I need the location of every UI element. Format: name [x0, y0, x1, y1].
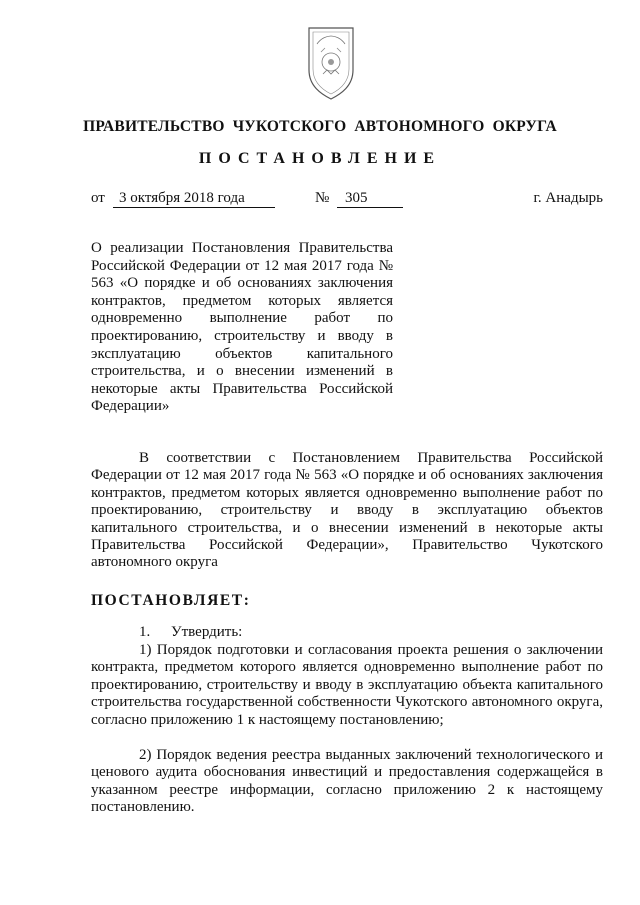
document-city: г. Анадырь — [533, 190, 603, 206]
document-meta-row — [91, 190, 603, 212]
clause-label: Утвердить: — [171, 624, 243, 640]
preamble-paragraph: В соответствии с Постановлением Правительства Российской Федерации от 12 мая 2017 года № 563 «О порядке и об основаниях заключения контрактов, предметом которых является одновременно выполнение работ по проектированию, строительству и вводу в эксплуатацию объектов капитального строительства, и о внесении изменений в некоторые акты Правительства Российской Федерации», Правительство Чукотского автономного округа — [91, 450, 603, 571]
number-sign: № — [315, 190, 330, 206]
coat-of-arms-emblem — [303, 22, 359, 102]
date-prefix: от — [91, 190, 105, 206]
document-type: ПОСТАНОВЛЕНИЕ — [198, 150, 442, 167]
document-subject: О реализации Постановления Правительства Российской Федерации от 12 мая 2017 года № 563 «О порядке и об основаниях заключения контрактов, предметом которых является одновременно выполнение работ по проектированию, строительству и вводу в эксплуатацию объектов капитального строительства, и о внесении изменений в некоторые акты Правительства Российской Федерации» — [91, 240, 393, 415]
document-date: 3 октября 2018 года — [113, 190, 275, 208]
document-number: 305 — [337, 190, 403, 208]
approve-clause — [139, 624, 242, 641]
item-1-paragraph: 1) Порядок подготовки и согласования проекта решения о заключении контракта, предметом которого является одновременно выполнение работ по проектированию, строительству и вводу в эксплуатацию объекта капитального строительства государственной собственности Чукотского автономного округа, согласно приложению 1 к настоящему постановлению; — [91, 642, 603, 728]
clause-number: 1. — [139, 624, 151, 640]
decree-heading: ПОСТАНОВЛЯЕТ: — [91, 592, 251, 609]
government-title: ПРАВИТЕЛЬСТВО ЧУКОТСКОГО АВТОНОМНОГО ОКРУГА — [83, 118, 557, 135]
item-2-paragraph: 2) Порядок ведения реестра выданных заключений технологического и ценового аудита обоснования инвестиций и предоставления содержащейся в указанном реестре информации, согласно приложению 2 к настоящему постановлению. — [91, 747, 603, 816]
